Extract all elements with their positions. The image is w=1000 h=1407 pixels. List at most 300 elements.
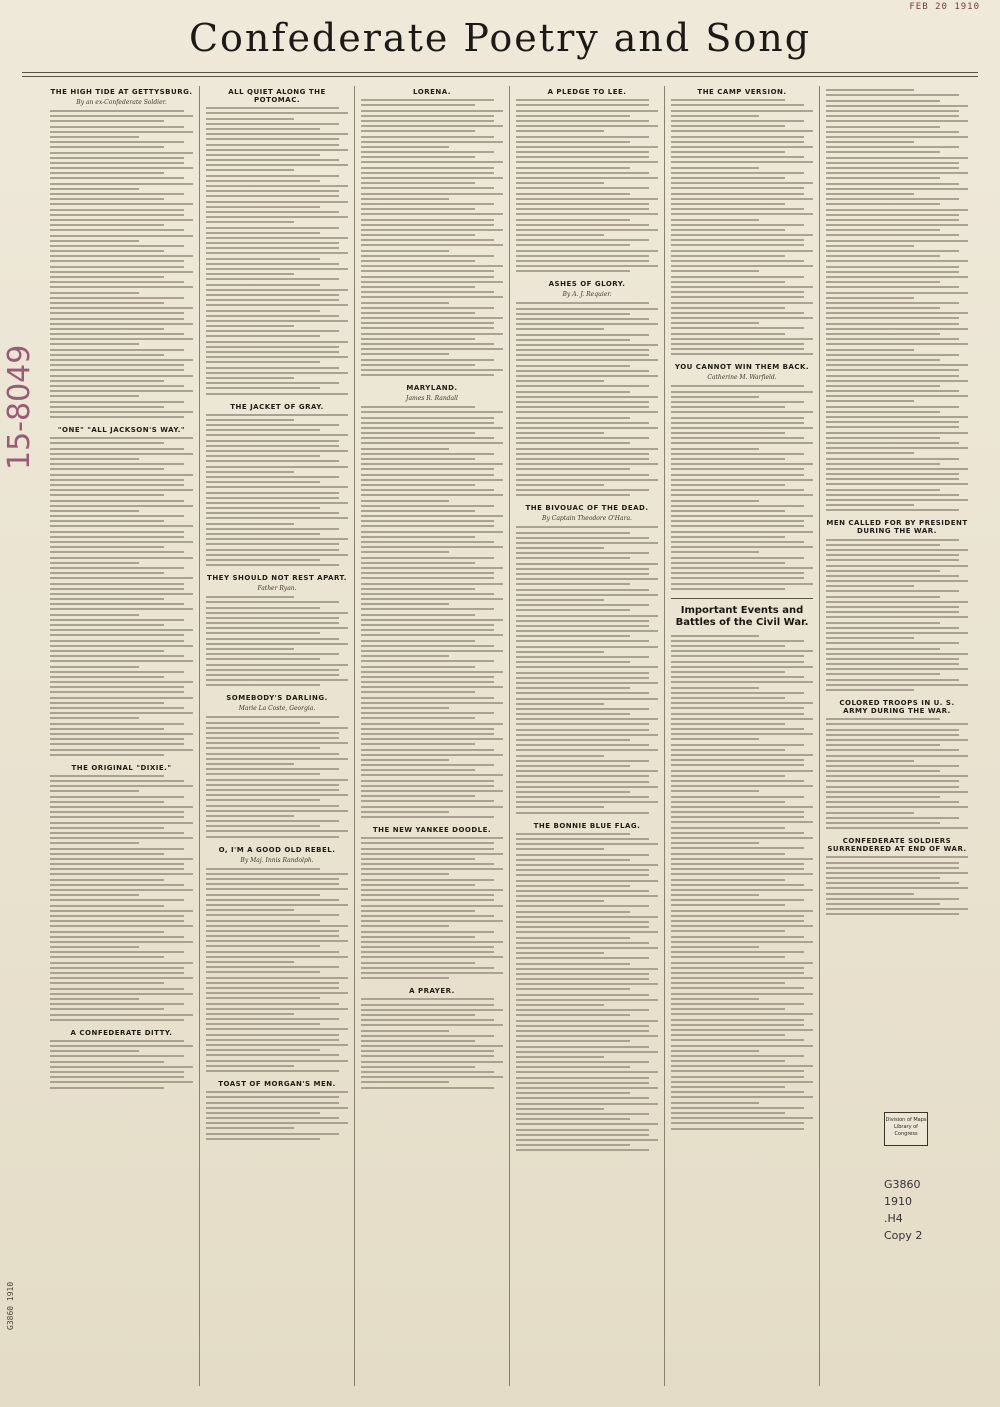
text-line [826, 426, 959, 428]
text-line [50, 676, 164, 678]
text-line [826, 400, 914, 402]
text-line [671, 442, 813, 444]
text-lines [671, 99, 813, 355]
text-line [671, 136, 804, 138]
text-line [361, 203, 494, 205]
text-line [826, 328, 968, 330]
text-line [671, 655, 804, 657]
text-lines [361, 99, 503, 376]
text-line [516, 250, 658, 252]
text-line [516, 1035, 658, 1037]
text-line [826, 806, 968, 808]
text-line [826, 554, 959, 556]
text-line [361, 811, 449, 813]
text-line [50, 458, 139, 460]
text-line [516, 760, 649, 762]
text-lines [206, 107, 348, 394]
text-line [50, 474, 193, 476]
text-line [671, 962, 813, 964]
text-line [206, 247, 339, 249]
text-line [361, 666, 475, 668]
text-line [826, 744, 940, 746]
text-line [206, 190, 339, 192]
text-line [671, 1029, 813, 1031]
text-line [206, 1013, 294, 1015]
text-line [50, 141, 184, 143]
text-line [361, 291, 494, 293]
text-line [50, 229, 184, 231]
text-line [361, 1040, 475, 1042]
text-line [50, 297, 184, 299]
text-line [826, 570, 940, 572]
section-byline: By Captain Theodore O'Hara. [542, 515, 632, 523]
text-line [516, 1097, 649, 1099]
text-line [361, 899, 494, 901]
text-line [826, 317, 959, 319]
text-line [516, 890, 649, 892]
text-line [516, 963, 630, 965]
text-line [206, 632, 320, 634]
text-line [516, 411, 658, 413]
text-line [361, 936, 475, 938]
text-line [361, 655, 449, 657]
text-line [826, 260, 968, 262]
text-line [361, 1035, 494, 1037]
text-line [50, 193, 184, 195]
text-line [361, 868, 503, 870]
text-line [50, 946, 139, 948]
text-line [671, 338, 813, 340]
text-line [206, 794, 348, 796]
text-line [206, 460, 339, 462]
text-line [50, 312, 184, 314]
text-line [361, 884, 475, 886]
text-line [361, 1030, 449, 1032]
text-line [206, 351, 339, 353]
text-line [206, 1112, 320, 1114]
text-line [826, 302, 959, 304]
text-line [516, 801, 658, 803]
text-line [206, 966, 339, 968]
poem-section [206, 574, 348, 686]
text-line [50, 868, 184, 870]
text-line [671, 1039, 804, 1041]
text-line [50, 172, 164, 174]
text-line [206, 1102, 339, 1104]
text-line [361, 754, 503, 756]
text-line [50, 619, 184, 621]
text-line [826, 585, 914, 587]
text-line [361, 484, 475, 486]
text-line [361, 800, 494, 802]
text-line [516, 931, 658, 933]
text-line [206, 304, 348, 306]
page-title: Confederate Poetry and Song [188, 16, 812, 60]
text-line [826, 338, 959, 340]
text-line [206, 325, 294, 327]
text-line [826, 637, 914, 639]
text-line [516, 1087, 658, 1089]
text-line [361, 977, 449, 979]
text-line [826, 755, 968, 757]
text-line [361, 136, 494, 138]
text-line [50, 240, 139, 242]
text-line [671, 889, 813, 891]
text-line [50, 323, 193, 325]
text-line [50, 717, 139, 719]
text-line [206, 201, 348, 203]
text-line [826, 369, 959, 371]
text-line [516, 1103, 658, 1105]
text-line [50, 915, 184, 917]
text-line [206, 284, 320, 286]
text-line [671, 681, 813, 683]
poem-section [50, 764, 193, 1021]
text-line [671, 972, 804, 974]
text-line [361, 322, 494, 324]
text-line [361, 239, 494, 241]
text-line [826, 385, 940, 387]
text-line [516, 1129, 649, 1131]
text-line [516, 167, 630, 169]
text-line [361, 317, 503, 319]
text-lines [671, 385, 813, 589]
column-2 [199, 86, 354, 1386]
text-line [50, 307, 193, 309]
text-line [671, 697, 785, 699]
text-line [671, 255, 785, 257]
text-line [671, 1070, 804, 1072]
text-line [361, 427, 503, 429]
text-line [50, 255, 193, 257]
text-line [826, 452, 914, 454]
text-line [671, 873, 813, 875]
text-line [516, 198, 658, 200]
text-line [671, 296, 804, 298]
text-line [671, 1065, 813, 1067]
text-line [826, 94, 959, 96]
text-line [516, 120, 649, 122]
text-line [516, 1066, 630, 1068]
text-line [826, 770, 940, 772]
text-line [671, 1086, 785, 1088]
text-line [361, 479, 503, 481]
text-line [50, 806, 193, 808]
text-line [826, 255, 940, 257]
text-line [516, 260, 649, 262]
text-line [826, 473, 959, 475]
text-line [206, 1060, 348, 1062]
text-line [826, 214, 959, 216]
text-line [361, 276, 494, 278]
text-line [826, 271, 959, 273]
text-line [671, 936, 804, 938]
text-line [361, 348, 503, 350]
text-line [206, 992, 348, 994]
text-line [516, 229, 658, 231]
text-line [671, 770, 813, 772]
poem-section [50, 1029, 193, 1089]
text-line [50, 369, 184, 371]
text-line [361, 448, 449, 450]
text-line [516, 848, 604, 850]
text-line [826, 786, 959, 788]
text-line [50, 707, 184, 709]
text-line [516, 359, 658, 361]
text-line [671, 219, 759, 221]
text-line [206, 471, 294, 473]
text-line [516, 661, 630, 663]
text-line [361, 863, 494, 865]
text-line [50, 437, 193, 439]
text-line [206, 450, 348, 452]
text-line [671, 998, 759, 1000]
text-line [516, 916, 658, 918]
text-line [50, 349, 184, 351]
text-line [671, 401, 804, 403]
text-line [671, 946, 759, 948]
text-line [50, 640, 184, 642]
text-line [826, 478, 959, 480]
text-line [516, 749, 658, 751]
text-line [516, 141, 630, 143]
text-line [206, 1003, 339, 1005]
text-line [671, 546, 813, 548]
text-line [671, 265, 813, 267]
text-line [361, 572, 494, 574]
text-line [50, 577, 193, 579]
text-line [826, 856, 968, 858]
text-line [671, 110, 813, 112]
text-line [671, 307, 785, 309]
text-line [826, 596, 940, 598]
text-line [516, 213, 658, 215]
text-line [361, 161, 503, 163]
text-line [206, 486, 348, 488]
text-line [516, 370, 649, 372]
text-line [206, 1127, 294, 1129]
text-line [361, 531, 503, 533]
text-line [671, 1112, 785, 1114]
text-line [826, 432, 968, 434]
text-line [516, 172, 649, 174]
text-line [826, 136, 968, 138]
text-line [50, 712, 193, 714]
text-line [206, 1028, 348, 1030]
text-line [516, 708, 649, 710]
text-line [50, 723, 184, 725]
text-line [50, 837, 193, 839]
text-line [206, 133, 348, 135]
text-line [671, 977, 813, 979]
column-1 [44, 86, 199, 1386]
text-line [206, 559, 320, 561]
text-line [361, 1081, 449, 1083]
text-line [206, 393, 348, 395]
text-line [206, 335, 320, 337]
text-line [50, 359, 193, 361]
label-line-1: Division of Maps [885, 1117, 927, 1123]
text-line [826, 734, 959, 736]
text-line [206, 159, 339, 161]
text-line [50, 343, 139, 345]
text-line [206, 434, 348, 436]
text-line [206, 815, 294, 817]
text-line [206, 549, 339, 551]
text-line [516, 646, 658, 648]
text-line [361, 244, 503, 246]
text-line [826, 622, 940, 624]
text-line [516, 640, 649, 642]
text-line [361, 728, 494, 730]
text-line [516, 583, 630, 585]
margin-code: G3860 1910 [6, 1281, 15, 1330]
text-line [671, 484, 785, 486]
text-line [516, 432, 604, 434]
text-line [671, 692, 804, 694]
text-line [516, 734, 658, 736]
text-line [826, 406, 959, 408]
text-line [361, 603, 449, 605]
text-line [671, 515, 813, 517]
text-line [206, 1054, 339, 1056]
text-line [206, 799, 320, 801]
text-line [826, 648, 940, 650]
text-line [516, 781, 649, 783]
text-line [50, 1061, 164, 1063]
text-line [50, 624, 164, 626]
text-line [361, 962, 475, 964]
text-line [516, 926, 649, 928]
text-line [361, 1071, 494, 1073]
text-line [826, 658, 959, 660]
text-line [671, 562, 785, 564]
text-line [361, 738, 503, 740]
text-line [516, 448, 658, 450]
text-line [671, 733, 813, 735]
text-line [516, 391, 630, 393]
text-line [361, 712, 494, 714]
text-line [671, 343, 804, 345]
text-line [826, 151, 940, 153]
text-line [50, 152, 193, 154]
text-line [361, 146, 449, 148]
text-line [671, 224, 804, 226]
text-line [516, 1040, 630, 1042]
section-title: A CONFEDERATE DITTY. [70, 1028, 173, 1037]
text-line [50, 790, 139, 792]
text-line [671, 474, 804, 476]
text-line [206, 128, 320, 130]
text-line [361, 458, 475, 460]
section-byline: Marie La Coste, Georgia. [238, 705, 316, 713]
text-line [671, 1091, 804, 1093]
text-line [50, 302, 164, 304]
text-line [826, 827, 968, 829]
poem-section [516, 280, 658, 496]
text-line [516, 677, 649, 679]
section-title: LORENA. [413, 88, 451, 96]
text-line [671, 541, 804, 543]
text-line [671, 208, 804, 210]
text-line [206, 175, 339, 177]
text-line [206, 669, 339, 671]
section-byline: James R. Randall [406, 395, 458, 403]
text-line [361, 972, 503, 974]
call-number-line: 1910 [884, 1195, 912, 1208]
text-line [361, 296, 503, 298]
text-line [826, 887, 968, 889]
text-line [826, 590, 959, 592]
text-line [516, 385, 649, 387]
text-line [206, 387, 320, 389]
text-line [516, 417, 630, 419]
text-lines [826, 718, 968, 829]
text-line [826, 395, 968, 397]
text-line [50, 468, 164, 470]
text-line [671, 494, 813, 496]
text-line [361, 1050, 494, 1052]
section-title: THE JACKET OF GRAY. [230, 402, 324, 411]
text-line [50, 448, 184, 450]
text-line [206, 643, 348, 645]
text-line [50, 1066, 193, 1068]
text-line [206, 361, 320, 363]
text-line [826, 447, 968, 449]
text-line [516, 609, 630, 611]
text-line [516, 885, 630, 887]
text-line [516, 703, 604, 705]
text-line [361, 640, 475, 642]
text-lines [50, 437, 193, 755]
text-line [361, 167, 494, 169]
text-line [516, 874, 649, 876]
text-line [671, 1034, 785, 1036]
text-line [50, 879, 164, 881]
text-line [50, 1071, 184, 1073]
text-line [516, 786, 658, 788]
text-line [361, 229, 503, 231]
text-line [671, 853, 785, 855]
text-line [361, 500, 449, 502]
poem-section [361, 987, 503, 1088]
text-line [826, 281, 940, 283]
poem-section [826, 519, 968, 691]
text-line [50, 328, 164, 330]
text-line [516, 1061, 649, 1063]
text-line [826, 458, 959, 460]
text-line [671, 572, 804, 574]
text-line [826, 483, 968, 485]
text-lines [826, 856, 968, 915]
text-line [826, 224, 968, 226]
text-line [671, 198, 813, 200]
text-line [671, 1076, 804, 1078]
text-line [50, 1081, 193, 1083]
text-line [361, 551, 449, 553]
text-line [206, 1133, 339, 1135]
text-line [50, 743, 184, 745]
text-line [206, 1065, 294, 1067]
text-line [671, 437, 804, 439]
text-line [671, 951, 804, 953]
text-line [50, 541, 193, 543]
text-line [50, 691, 184, 693]
text-line [206, 1117, 339, 1119]
text-line [361, 104, 475, 106]
text-line [671, 884, 804, 886]
text-line [361, 583, 503, 585]
